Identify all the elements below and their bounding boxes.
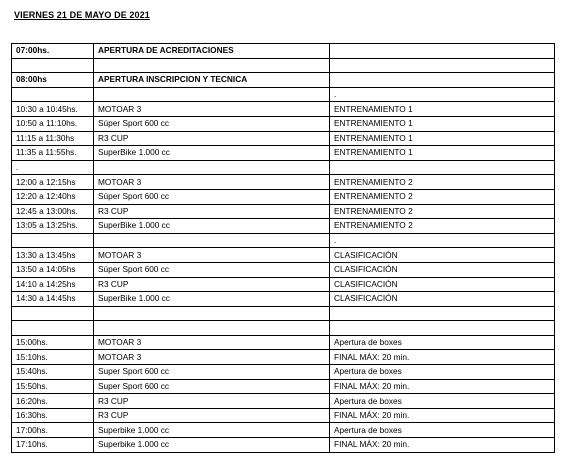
detail-cell: FINAL MÁX: 20 min. bbox=[330, 350, 555, 365]
detail-cell: FINAL MÁX: 20 min. bbox=[330, 379, 555, 394]
event-cell bbox=[94, 160, 330, 175]
schedule-row bbox=[12, 87, 555, 102]
detail-cell bbox=[330, 58, 555, 73]
time-cell: 17:00hs. bbox=[12, 423, 94, 438]
schedule-row bbox=[12, 277, 555, 292]
detail-cell bbox=[330, 44, 555, 59]
time-cell bbox=[12, 233, 94, 248]
schedule-row bbox=[12, 160, 555, 175]
detail-cell: CLASIFICACIÓN bbox=[330, 277, 555, 292]
time-cell: 15:50hs. bbox=[12, 379, 94, 394]
event-cell: MOTOAR 3 bbox=[94, 248, 330, 263]
event-cell: MOTOAR 3 bbox=[94, 102, 330, 117]
schedule-row bbox=[12, 73, 555, 88]
detail-cell: FINAL MÁX: 20 min. bbox=[330, 438, 555, 453]
event-cell bbox=[94, 321, 330, 336]
schedule-row bbox=[12, 350, 555, 365]
event-cell: Super Sport 600 cc bbox=[94, 379, 330, 394]
detail-cell: ENTRENAMIENTO 2 bbox=[330, 204, 555, 219]
detail-cell: Apertura de boxes bbox=[330, 335, 555, 350]
time-cell: 08:00hs bbox=[12, 73, 94, 88]
detail-cell bbox=[330, 160, 555, 175]
time-cell: 15:00hs. bbox=[12, 335, 94, 350]
detail-cell: . bbox=[330, 233, 555, 248]
event-cell: APERTURA INSCRIPCION Y TECNICA bbox=[94, 73, 330, 88]
schedule-row bbox=[12, 116, 555, 131]
detail-cell: ENTRENAMIENTO 2 bbox=[330, 189, 555, 204]
time-cell: 12:20 a 12:40hs bbox=[12, 189, 94, 204]
event-cell: MOTOAR 3 bbox=[94, 350, 330, 365]
schedule-row bbox=[12, 102, 555, 117]
time-cell: 14:10 a 14:25hs bbox=[12, 277, 94, 292]
time-cell bbox=[12, 321, 94, 336]
event-cell: Súper Sport 600 cc bbox=[94, 116, 330, 131]
time-cell: 07:00hs. bbox=[12, 44, 94, 59]
detail-cell: ENTRENAMIENTO 1 bbox=[330, 116, 555, 131]
event-cell: R3 CUP bbox=[94, 131, 330, 146]
time-cell: 13:30 a 13:45hs bbox=[12, 248, 94, 263]
schedule-row bbox=[12, 262, 555, 277]
event-cell: R3 CUP bbox=[94, 394, 330, 409]
detail-cell bbox=[330, 73, 555, 88]
schedule-row bbox=[12, 131, 555, 146]
schedule-row bbox=[12, 321, 555, 336]
detail-cell: Apertura de boxes bbox=[330, 365, 555, 380]
time-cell bbox=[12, 87, 94, 102]
time-cell: 17:10hs. bbox=[12, 438, 94, 453]
detail-cell bbox=[330, 306, 555, 321]
time-cell: 13:50 a 14:05hs bbox=[12, 262, 94, 277]
event-cell: Superbike 1.000 cc bbox=[94, 423, 330, 438]
schedule-row bbox=[12, 146, 555, 161]
event-cell: APERTURA DE ACREDITACIONES bbox=[94, 44, 330, 59]
event-cell: Súper Sport 600 cc bbox=[94, 189, 330, 204]
time-cell: 16:30hs. bbox=[12, 408, 94, 423]
page-title: VIERNES 21 DE MAYO DE 2021 bbox=[14, 10, 150, 20]
schedule-row bbox=[12, 233, 555, 248]
event-cell: SuperBike 1.000 cc bbox=[94, 146, 330, 161]
time-cell: 12:45 a 13:00hs. bbox=[12, 204, 94, 219]
event-cell: Super Sport 600 cc bbox=[94, 365, 330, 380]
event-cell bbox=[94, 58, 330, 73]
time-cell: 11:15 a 11:30hs bbox=[12, 131, 94, 146]
event-cell: MOTOAR 3 bbox=[94, 175, 330, 190]
detail-cell: . bbox=[330, 87, 555, 102]
schedule-row bbox=[12, 44, 555, 59]
schedule-body bbox=[12, 44, 555, 453]
time-cell: 13:05 a 13:25hs. bbox=[12, 219, 94, 234]
detail-cell: Apertura de boxes bbox=[330, 394, 555, 409]
schedule-row bbox=[12, 219, 555, 234]
schedule-row bbox=[12, 189, 555, 204]
event-cell: R3 CUP bbox=[94, 408, 330, 423]
schedule-row bbox=[12, 379, 555, 394]
detail-cell: ENTRENAMIENTO 2 bbox=[330, 175, 555, 190]
event-cell: R3 CUP bbox=[94, 204, 330, 219]
schedule-row bbox=[12, 204, 555, 219]
schedule-row bbox=[12, 394, 555, 409]
event-cell bbox=[94, 87, 330, 102]
detail-cell: ENTRENAMIENTO 1 bbox=[330, 131, 555, 146]
event-cell: Superbike 1.000 cc bbox=[94, 438, 330, 453]
schedule-table bbox=[11, 43, 555, 453]
time-cell: 15:40hs. bbox=[12, 365, 94, 380]
detail-cell: CLASIFICACIÓN bbox=[330, 292, 555, 307]
schedule-row bbox=[12, 423, 555, 438]
time-cell: 11:35 a 11:55hs. bbox=[12, 146, 94, 161]
detail-cell: CLASIFICACIÓN bbox=[330, 262, 555, 277]
schedule-row bbox=[12, 306, 555, 321]
detail-cell: ENTRENAMIENTO 1 bbox=[330, 102, 555, 117]
time-cell: 10:30 a 10:45hs. bbox=[12, 102, 94, 117]
event-cell: SuperBike 1.000 cc bbox=[94, 219, 330, 234]
time-cell: 12:00 a 12:15hs bbox=[12, 175, 94, 190]
time-cell: 14:30 a 14:45hs bbox=[12, 292, 94, 307]
time-cell: 10:50 a 11:10hs. bbox=[12, 116, 94, 131]
detail-cell: Apertura de boxes bbox=[330, 423, 555, 438]
time-cell: 16:20hs. bbox=[12, 394, 94, 409]
schedule-row bbox=[12, 292, 555, 307]
detail-cell bbox=[330, 321, 555, 336]
detail-cell: ENTRENAMIENTO 2 bbox=[330, 219, 555, 234]
schedule-row bbox=[12, 175, 555, 190]
time-cell: . bbox=[12, 160, 94, 175]
schedule-row bbox=[12, 248, 555, 263]
schedule-row bbox=[12, 438, 555, 453]
detail-cell: FINAL MÁX: 20 min. bbox=[330, 408, 555, 423]
event-cell: Súper Sport 600 cc bbox=[94, 262, 330, 277]
time-cell bbox=[12, 58, 94, 73]
schedule-row bbox=[12, 408, 555, 423]
event-cell bbox=[94, 306, 330, 321]
schedule-row bbox=[12, 365, 555, 380]
detail-cell: ENTRENAMIENTO 1 bbox=[330, 146, 555, 161]
schedule-row bbox=[12, 58, 555, 73]
event-cell: R3 CUP bbox=[94, 277, 330, 292]
event-cell: SuperBike 1.000 cc bbox=[94, 292, 330, 307]
time-cell: 15:10hs. bbox=[12, 350, 94, 365]
event-cell bbox=[94, 233, 330, 248]
schedule-row bbox=[12, 335, 555, 350]
time-cell bbox=[12, 306, 94, 321]
detail-cell: CLASIFICACIÓN bbox=[330, 248, 555, 263]
event-cell: MOTOAR 3 bbox=[94, 335, 330, 350]
